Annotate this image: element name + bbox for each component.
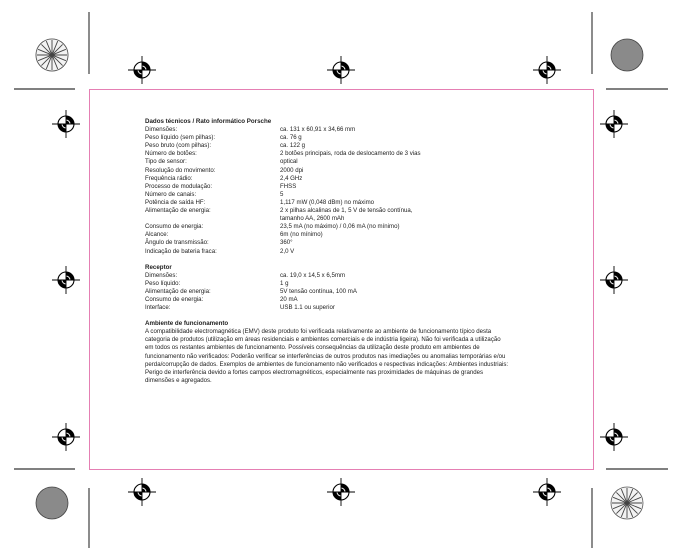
registration-target-icon bbox=[533, 56, 561, 84]
spec-value: 5 bbox=[280, 190, 284, 198]
spec-row bbox=[145, 199, 565, 207]
receiver-label: Interface: bbox=[145, 304, 171, 312]
receiver-label: Consumo de energia: bbox=[145, 295, 204, 303]
receiver-label: Alimentação de energia: bbox=[145, 287, 211, 295]
spec-value: 2 x pilhas alcalinas de 1, 5 V de tensão contínua, bbox=[280, 207, 413, 215]
registration-target-icon bbox=[52, 110, 80, 138]
paragraph-line: dimensões e agregados. bbox=[145, 376, 212, 384]
receiver-value: 5V tensão contínua, 100 mA bbox=[280, 287, 357, 295]
paragraph-line: em todos os restantes ambientes de funcionamento. Possíveis consequências da utilização deste produto em ambientes de bbox=[145, 344, 480, 352]
spec-value: 2,4 GHz bbox=[280, 174, 303, 182]
color-bar-disc-icon bbox=[611, 39, 643, 71]
spec-row-continued bbox=[145, 215, 565, 223]
spec-row bbox=[145, 239, 565, 247]
spec-row bbox=[145, 158, 565, 166]
spec-value: 1,117 mW (0,048 dBm) no máximo bbox=[280, 198, 375, 206]
star-target-disc-icon bbox=[611, 487, 643, 519]
spec-row bbox=[145, 191, 565, 199]
paragraph-line: categoria de produtos (utilização em áreas residenciais e ambientes comerciais e de indústria ligeira). Não foi verificada a utilização bbox=[145, 336, 501, 344]
spec-label: Número de canais: bbox=[145, 190, 197, 198]
receiver-row bbox=[145, 304, 565, 312]
spec-label: Indicação de bateria fraca: bbox=[145, 247, 217, 255]
spec-table bbox=[145, 126, 565, 256]
paragraph-line: A compatibilidade electromagnética (EMV) deste produto foi verificada relativamente ao ambiente de funcionamento típico desta bbox=[145, 328, 492, 336]
spec-value: tamanho AA, 2600 mAh bbox=[280, 215, 345, 223]
spec-label: Potência de saída HF: bbox=[145, 198, 206, 206]
registration-target-icon bbox=[600, 266, 628, 294]
receiver-title: Receptor bbox=[145, 263, 172, 271]
registration-target-icon bbox=[128, 478, 156, 506]
receiver-row bbox=[145, 272, 565, 280]
paragraph-line: Perigo de interferência devido a fortes campos electromagnéticos, especialmente nas proximidades de máquinas de grandes bbox=[145, 368, 484, 376]
spec-row bbox=[145, 248, 565, 256]
spec-label: Alimentação de energia: bbox=[145, 207, 211, 215]
spec-value: optical bbox=[280, 158, 298, 166]
spec-value: ca. 76 g bbox=[280, 134, 302, 142]
spec-value: 2,0 V bbox=[280, 247, 295, 255]
spec-label: Peso líquido (sem pilhas): bbox=[145, 134, 216, 142]
spec-row bbox=[145, 183, 565, 191]
spec-label: Número de botões: bbox=[145, 150, 197, 158]
spec-row bbox=[145, 231, 565, 239]
spec-row bbox=[145, 167, 565, 175]
spec-row bbox=[145, 126, 565, 134]
spec-label: Consumo de energia: bbox=[145, 223, 204, 231]
spec-row bbox=[145, 134, 565, 142]
receiver-value: 20 mA bbox=[280, 295, 298, 303]
spec-value: 360° bbox=[280, 239, 293, 247]
spec-label: Resolução do movimento: bbox=[145, 166, 216, 174]
spec-row bbox=[145, 207, 565, 215]
document-content bbox=[145, 118, 565, 385]
spec-label: Tipo de sensor: bbox=[145, 158, 187, 166]
receiver-row bbox=[145, 288, 565, 296]
spec-value: 6m (no mínimo) bbox=[280, 231, 323, 239]
receiver-row bbox=[145, 280, 565, 288]
receiver-table bbox=[145, 272, 565, 312]
registration-target-icon bbox=[327, 478, 355, 506]
spec-value: FHSS bbox=[280, 182, 297, 190]
spec-label: Processo de modulação: bbox=[145, 182, 213, 190]
spec-label: Ângulo de transmissão: bbox=[145, 239, 209, 247]
registration-target-icon bbox=[52, 423, 80, 451]
receiver-label: Peso líquido: bbox=[145, 279, 181, 287]
spec-value: ca. 122 g bbox=[280, 142, 306, 150]
spec-value: ca. 131 x 60,91 x 34,66 mm bbox=[280, 126, 356, 134]
spec-label: Dimensões: bbox=[145, 126, 178, 134]
spec-row bbox=[145, 223, 565, 231]
registration-target-icon bbox=[600, 423, 628, 451]
spec-label: Alcance: bbox=[145, 231, 169, 239]
receiver-label: Dimensões: bbox=[145, 271, 178, 279]
spec-label: Peso bruto (com pilhas): bbox=[145, 142, 212, 150]
spec-row bbox=[145, 142, 565, 150]
spec-value: 2 botões principais, roda de deslocamento de 3 vias bbox=[280, 150, 421, 158]
color-bar-disc-icon bbox=[36, 487, 68, 519]
spec-label: Frequência rádio: bbox=[145, 174, 193, 182]
receiver-value: 1 g bbox=[280, 279, 289, 287]
environment-title: Ambiente de funcionamento bbox=[145, 320, 229, 328]
registration-target-icon bbox=[600, 110, 628, 138]
spec-value: 2000 dpi bbox=[280, 166, 304, 174]
registration-target-icon bbox=[533, 478, 561, 506]
registration-target-icon bbox=[52, 266, 80, 294]
paragraph-line: funcionamento não verificados: Poderão verificar se interferências de outros produtos nas imediações ou anomalias temporárias e/ou bbox=[145, 352, 506, 360]
receiver-row bbox=[145, 296, 565, 304]
spec-title: Dados técnicos / Rato informático Porsche bbox=[145, 118, 272, 125]
environment-paragraph bbox=[145, 328, 565, 385]
spec-value: 23,5 mA (no máximo) / 0,06 mA (no mínimo) bbox=[280, 223, 400, 231]
registration-target-icon bbox=[327, 56, 355, 84]
registration-target-icon bbox=[128, 56, 156, 84]
receiver-value: ca. 19,0 x 14,5 x 6,5mm bbox=[280, 271, 346, 279]
receiver-value: USB 1.1 ou superior bbox=[280, 304, 335, 312]
paragraph-line: perda/corrupção de dados. Exemplos de ambientes de funcionamento não verificados e respectivas indicações: Ambientes industriais: bbox=[145, 360, 509, 368]
spec-row bbox=[145, 175, 565, 183]
spec-row bbox=[145, 150, 565, 158]
star-target-disc-icon bbox=[36, 39, 68, 71]
